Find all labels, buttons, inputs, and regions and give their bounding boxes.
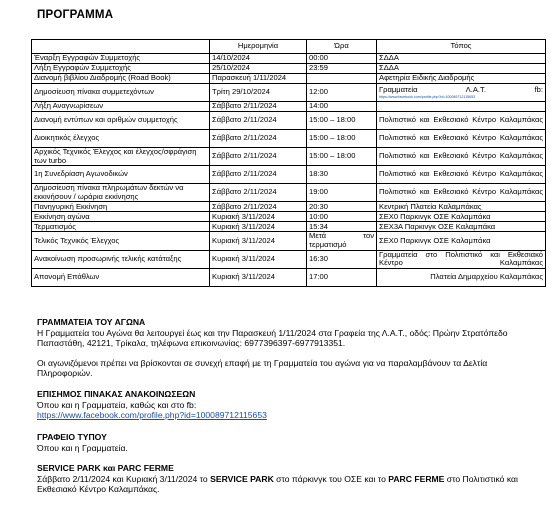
table-row xyxy=(32,184,546,202)
date-cell: Σάββατο 2/11/2024 xyxy=(210,202,307,212)
event-cell: Δημοσίευση πίνακα συμμετεχόντων xyxy=(32,84,210,102)
service-park-heading: SERVICE PARK και PARC FERME xyxy=(37,463,174,473)
date-cell: Σάββατο 2/11/2024 xyxy=(210,102,307,112)
press-office-heading: ΓΡΑΦΕΙΟ ΤΥΠΟΥ xyxy=(37,432,107,442)
table-row xyxy=(32,232,546,250)
service-park-text-2: στο πάρκινγκ του ΟΣΕ και το xyxy=(273,473,389,484)
table-row xyxy=(32,102,546,112)
place-cell: Γραμματεία στο Πολιτιστικό και Εκθεσιακό Κέντρο Καλαμπάκας xyxy=(377,250,546,268)
time-cell: 18:30 xyxy=(307,166,377,184)
time-cell: 12:00 xyxy=(307,84,377,102)
event-cell: Λήξη Εγγραφών Συμμετοχής xyxy=(32,64,210,74)
table-row xyxy=(32,74,546,84)
date-cell: Τρίτη 29/10/2024 xyxy=(210,84,307,102)
table-row xyxy=(32,130,546,148)
place-cell: Πολιτιστικό και Εκθεσιακό Κέντρο Καλαμπάκας xyxy=(377,130,546,148)
header-time: Ώρα xyxy=(307,40,377,54)
secretariat-section xyxy=(37,317,542,379)
place-cell xyxy=(377,102,546,112)
time-cell: 15:00 – 18:00 xyxy=(307,130,377,148)
press-office-section xyxy=(37,432,542,453)
table-row xyxy=(32,212,546,222)
date-cell: Σάββατο 2/11/2024 xyxy=(210,148,307,166)
date-cell: Κυριακή 3/11/2024 xyxy=(210,222,307,232)
date-cell: Σάββατο 2/11/2024 xyxy=(210,130,307,148)
table-row xyxy=(32,222,546,232)
place-cell: Πλατεία Δημαρχείου Καλαμπάκας xyxy=(377,268,546,286)
event-cell: Πανηγυρική Εκκίνηση xyxy=(32,202,210,212)
time-cell: 20:30 xyxy=(307,202,377,212)
date-cell: Κυριακή 3/11/2024 xyxy=(210,268,307,286)
header-event xyxy=(32,40,210,54)
event-cell: Διανομή εντύπων και αριθμών συμμετοχής xyxy=(32,112,210,130)
date-cell: Κυριακή 3/11/2024 xyxy=(210,250,307,268)
service-park-label: SERVICE PARK xyxy=(210,473,274,484)
time-cell xyxy=(307,74,377,84)
schedule-table xyxy=(31,39,546,287)
event-cell: Διανομή βιβλίου Διαδρομής (Road Book) xyxy=(32,74,210,84)
date-cell: Κυριακή 3/11/2024 xyxy=(210,212,307,222)
date-cell: Σάββατο 2/11/2024 xyxy=(210,112,307,130)
table-row xyxy=(32,64,546,74)
event-cell: 1η Συνεδρίαση Αγωνοδικών xyxy=(32,166,210,184)
notice-board-heading: ΕΠΙΣΗΜΟΣ ΠΙΝΑΚΑΣ ΑΝΑΚΟΙΝΩΣΕΩΝ xyxy=(37,389,196,399)
secretariat-note: Οι αγωνιζόμενοι πρέπει να βρίσκονται σε συνεχή επαφή με τη Γραμματεία του αγώνα για να παραλαμβάνουν τα Δελτία Πληροφοριών. xyxy=(37,357,488,379)
event-cell: Τερματισμός xyxy=(32,222,210,232)
table-row xyxy=(32,202,546,212)
time-cell: 14:00 xyxy=(307,102,377,112)
event-cell: Δημοσίευση πίνακα πληρωμάτων δεκτών να εκκινήσουν / ωράρια εκκίνησης xyxy=(32,184,210,202)
time-cell: 16:30 xyxy=(307,250,377,268)
event-cell: Λήξη Αναγνωρίσεων xyxy=(32,102,210,112)
service-park-text-1: Σάββατο 2/11/2024 και Κυριακή 3/11/2024 το xyxy=(37,473,211,484)
place-cell: Αφετηρία Ειδικής Διαδρομής xyxy=(377,74,546,84)
date-cell: 25/10/2024 xyxy=(210,64,307,74)
event-cell: Έναρξη Εγγραφών Συμμετοχής xyxy=(32,54,210,64)
page-title: ΠΡΟΓΡΑΜΜΑ xyxy=(37,9,114,21)
secretariat-heading: ΓΡΑΜΜΑΤΕΙΑ ΤΟΥ ΑΓΩΝΑ xyxy=(37,317,146,327)
place-cell: Πολιτιστικό και Εκθεσιακό Κέντρο Καλαμπάκας xyxy=(377,112,546,130)
secretariat-text: Η Γραμματεία του Αγώνα θα λειτουργεί έως και την Παρασκευή 1/11/2024 στα Γραφεία της Λ.Α.Τ., οδός: Πρώην Στρατόπεδο Παπαστάθη, 42121, Τρίκαλα, τηλέφωνα επικοινωνίας: 6977396397-6977913351. xyxy=(37,327,508,349)
table-header-row xyxy=(32,40,546,54)
date-cell: 14/10/2024 xyxy=(210,54,307,64)
time-cell: 17:00 xyxy=(307,268,377,286)
table-row xyxy=(32,268,546,286)
event-cell: Ανακοίνωση προσωρινής τελικής κατάταξης xyxy=(32,250,210,268)
header-place: Τόπος xyxy=(377,40,546,54)
table-row xyxy=(32,250,546,268)
place-cell: ΣΕΧ3Α Παρκινγκ ΟΣΕ Καλαμπάκα xyxy=(377,222,546,232)
table-row xyxy=(32,148,546,166)
date-cell: Παρασκευή 1/11/2024 xyxy=(210,74,307,84)
place-cell: Κεντρική Πλατεία Καλαμπάκας xyxy=(377,202,546,212)
table-row xyxy=(32,166,546,184)
notice-board-section xyxy=(37,389,542,421)
press-office-text: Όπου και η Γραμματεία. xyxy=(37,442,128,453)
header-date: Ημερομηνία xyxy=(210,40,307,54)
place-cell: Πολιτιστικό και Εκθεσιακό Κέντρο Καλαμπάκας xyxy=(377,166,546,184)
date-cell: Σάββατο 2/11/2024 xyxy=(210,166,307,184)
service-park-text xyxy=(37,474,542,495)
place-cell: ΣΕΧ0 Παρκινγκ ΟΣΕ Καλαμπάκα xyxy=(377,212,546,222)
date-cell: Σάββατο 2/11/2024 xyxy=(210,184,307,202)
place-cell: ΣΔΔΑ xyxy=(377,54,546,64)
time-cell: Μετά τον τερματισμό xyxy=(307,232,377,250)
event-cell: Τελικός Τεχνικός Έλεγχος xyxy=(32,232,210,250)
table-row xyxy=(32,54,546,64)
place-cell xyxy=(377,84,546,102)
place-cell: Πολιτιστικό και Εκθεσιακό Κέντρο Καλαμπάκας xyxy=(377,148,546,166)
service-park-text-3: στο Πολιτιστικό και Εκθεσιακό Κέντρο Καλαμπάκας. xyxy=(37,473,518,495)
table-row xyxy=(32,84,546,102)
facebook-link-small[interactable]: https://www.facebook.com/profile.php?id=100089712115653 xyxy=(379,94,476,99)
event-cell: Εκκίνηση αγώνα xyxy=(32,212,210,222)
table-row xyxy=(32,112,546,130)
notice-board-text: Όπου και η Γραμματεία, καθώς και στο fb: xyxy=(37,399,197,410)
time-cell: 19:00 xyxy=(307,184,377,202)
time-cell: 15:34 xyxy=(307,222,377,232)
event-cell: Διοικητικός έλεγχος xyxy=(32,130,210,148)
time-cell: 00:00 xyxy=(307,54,377,64)
time-cell: 15:00 – 18:00 xyxy=(307,112,377,130)
place-cell: Πολιτιστικό και Εκθεσιακό Κέντρο Καλαμπάκας xyxy=(377,184,546,202)
service-park-section xyxy=(37,463,542,495)
event-cell: Αρχικός Τεχνικός Έλεγχος και έλεγχος/σφράγιση των turbo xyxy=(32,148,210,166)
place-cell: ΣΕΧ0 Παρκινγκ ΟΣΕ Καλαμπάκα xyxy=(377,232,546,250)
time-cell: 15:00 – 18:00 xyxy=(307,148,377,166)
parc-ferme-label: PARC FERME xyxy=(388,473,445,484)
place-text: Γραμματεία Λ.Α.Τ. fb: xyxy=(379,85,543,95)
event-cell: Απονομή Επάθλων xyxy=(32,268,210,286)
time-cell: 10:00 xyxy=(307,212,377,222)
time-cell: 23:59 xyxy=(307,64,377,74)
date-cell: Κυριακή 3/11/2024 xyxy=(210,232,307,250)
place-cell: ΣΔΔΑ xyxy=(377,64,546,74)
facebook-link[interactable]: https://www.facebook.com/profile.php?id=100089712115653 xyxy=(37,410,267,421)
